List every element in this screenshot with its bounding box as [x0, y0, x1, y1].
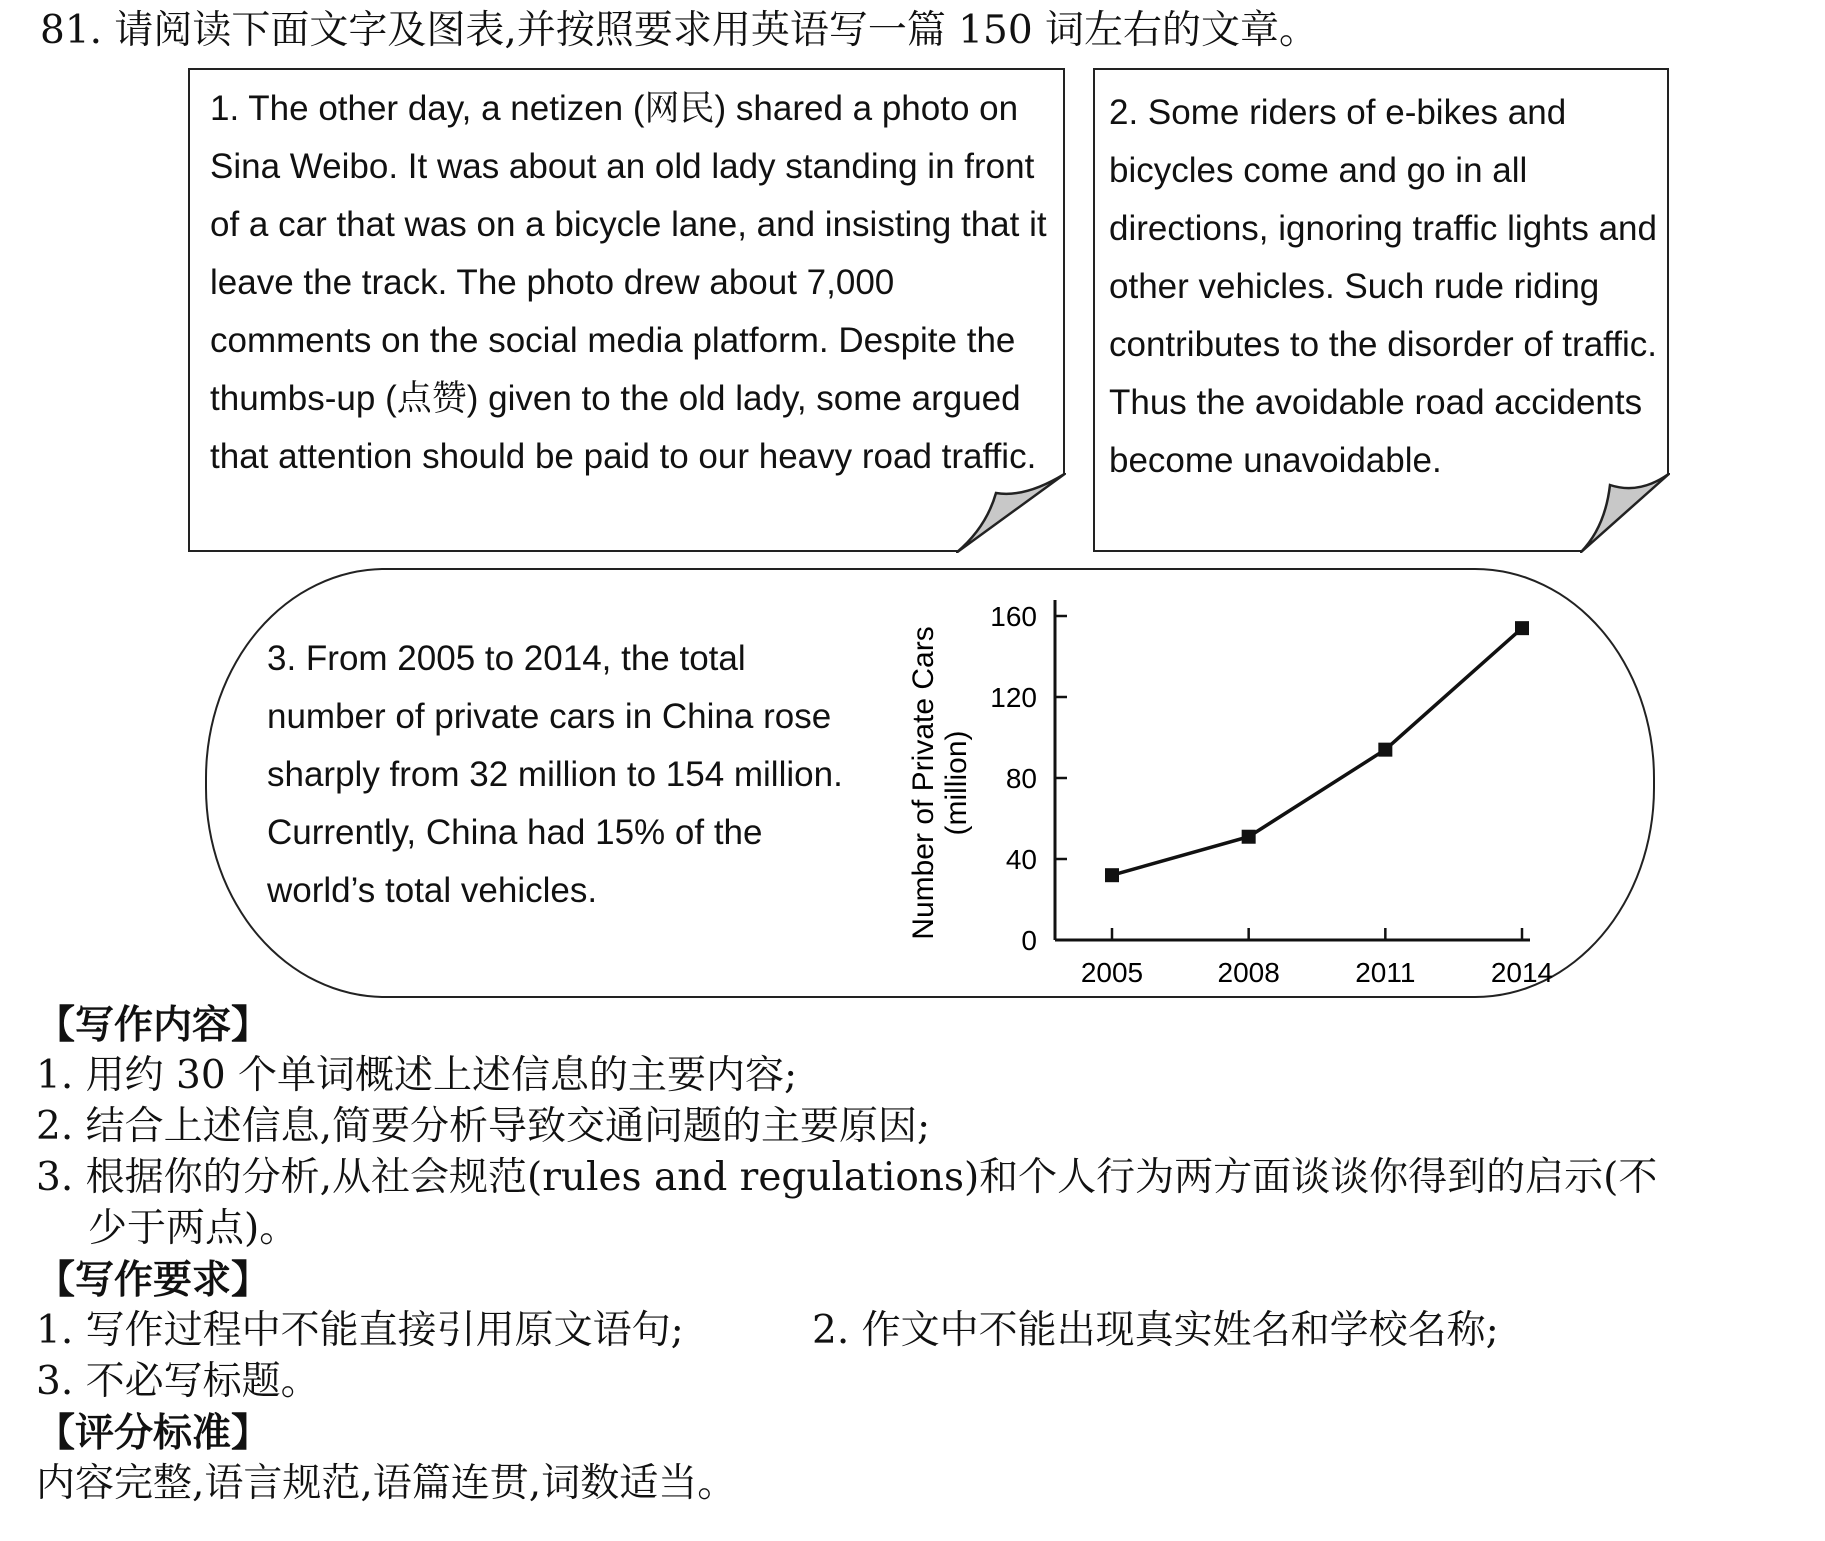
grading-text: 内容完整,语言规范,语篇连贯,词数适当。: [36, 1461, 737, 1506]
content-item-3: 3. 根据你的分析,从社会规范(rules and regulations)和个人行为两方面谈谈你得到的启示(不: [36, 1155, 1658, 1200]
note-text-3: 3. From 2005 to 2014, the total number of private cars in China rose sharply from 32 million to 154 million. Currently, China had 15% of the world’s total vehicles.: [267, 639, 843, 910]
question-prompt: 81. 请阅读下面文字及图表,并按照要求用英语写一篇 150 词左右的文章。: [40, 8, 1319, 53]
note-box-1: [188, 68, 1065, 552]
content-item-1: 1. 用约 30 个单词概述上述信息的主要内容;: [36, 1053, 798, 1098]
x-tick-label: 2014: [1490, 957, 1554, 988]
note-text-1: 1. The other day, a netizen (网民) shared a photo on Sina Weibo. It was about an old lady standing in front of a car that was on a bicycle lane, and insisting that it leave the track. The photo drew about 7,000 comments on the social media platform. Despite the thumbs-up (点赞) given to the old lady, some argued that attention should be paid to our heavy road traffic.: [210, 89, 1047, 476]
data-point: [1378, 743, 1392, 757]
data-points: [1105, 621, 1529, 882]
data-point: [1515, 621, 1529, 635]
note-text-2: 2. Some riders of e-bikes and bicycles come and go in all directions, ignoring traffic lights and other vehicles. Such rude riding contributes to the disorder of traffic. Thus the avoidable road accidents become unavoidable.: [1109, 93, 1657, 480]
x-tick-label: 2011: [1355, 957, 1416, 988]
y-axis-unit: (million): [940, 730, 973, 836]
requirement-item-3: 3. 不必写标题。: [36, 1359, 320, 1404]
x-ticks: [1081, 928, 1553, 988]
private-cars-chart: [900, 578, 1560, 998]
data-point: [1242, 830, 1256, 844]
y-tick-label: 40: [1005, 844, 1037, 875]
y-tick-label: 160: [990, 601, 1037, 632]
chart-axes: [1055, 600, 1530, 940]
page-curl-icon: [956, 473, 1066, 553]
page-curl-icon: [1580, 473, 1670, 553]
y-axis-label: Number of Private Cars: [907, 626, 940, 940]
x-tick-label: 2005: [1080, 957, 1144, 988]
series-line: [1112, 628, 1522, 875]
requirement-item-1: 1. 写作过程中不能直接引用原文语句;: [36, 1308, 684, 1353]
y-tick-label: 120: [990, 682, 1037, 713]
y-tick-label: 0: [1021, 925, 1037, 956]
requirements-heading: 【写作要求】: [36, 1257, 271, 1303]
grading-heading: 【评分标准】: [36, 1410, 271, 1456]
requirement-item-2: 2. 作文中不能出现真实姓名和学校名称;: [812, 1308, 1499, 1353]
content-item-3-cont: 少于两点)。: [88, 1206, 299, 1251]
data-point: [1105, 868, 1119, 882]
note-box-2: [1093, 68, 1669, 552]
y-tick-label: 80: [1005, 763, 1037, 794]
content-item-2: 2. 结合上述信息,简要分析导致交通问题的主要原因;: [36, 1104, 931, 1149]
x-tick-label: 2008: [1217, 957, 1280, 988]
content-heading: 【写作内容】: [36, 1002, 271, 1048]
